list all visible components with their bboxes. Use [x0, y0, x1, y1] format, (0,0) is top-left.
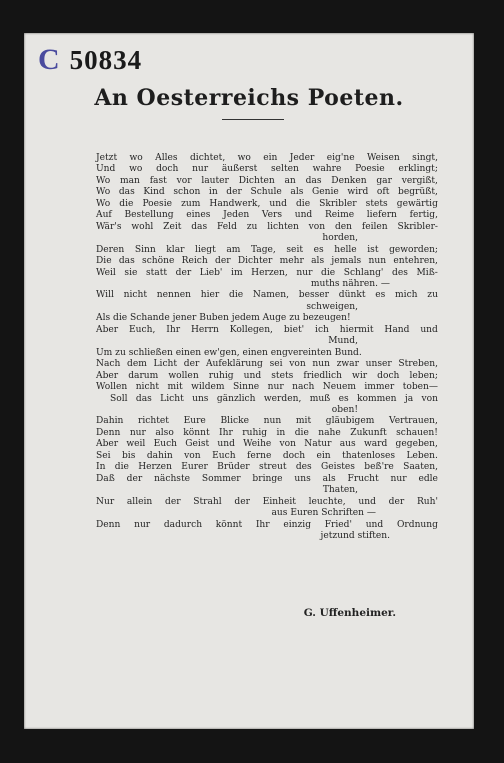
- poem-line: horden,: [322, 233, 358, 244]
- poem-line: Sei bis dahin von Euch ferne doch ein thatenloses Leben.: [96, 450, 438, 461]
- poem-line: Die das schöne Reich der Dichter mehr als jemals nun entehren,: [96, 256, 438, 267]
- poem-line: Wär's wohl Zeit das Feld zu lichten von den feilen Skribler-: [96, 221, 438, 232]
- poem-line: Als die Schande jener Buben jedem Auge zu bezeugen!: [96, 313, 351, 324]
- poem-line: oben!: [331, 404, 358, 415]
- poem-line: Wo man fast vor lauter Dichten an das Denken gar vergißt,: [96, 175, 438, 186]
- poem-line: Weil sie statt der Lieb' im Herzen, nur die Schlang' des Miß-: [96, 267, 438, 278]
- poem-line: Mund,: [328, 336, 358, 347]
- poem-line: schweigen,: [306, 301, 358, 312]
- poem-line: Thaten,: [322, 485, 358, 496]
- poem-line: Wo das Kind schon in der Schule als Genie wird oft begrüßt,: [96, 187, 438, 198]
- title-divider: [222, 119, 284, 120]
- archive-stamp: [38, 43, 142, 77]
- poem-line: Wo die Poesie zum Handwerk, und die Skribler stets gewärtig: [96, 198, 438, 209]
- poem-line: Denn nur also könnt Ihr ruhig in die nahe Zukunft schauen!: [96, 427, 438, 438]
- document-sheet: [24, 33, 474, 729]
- poem-line: muths nähren. —: [310, 278, 390, 289]
- stamp-number: 50834: [69, 45, 143, 75]
- poem-line: jetzund stiften.: [320, 530, 390, 541]
- stamp-letter: C: [38, 43, 60, 76]
- poem-line: Denn nur dadurch könnt Ihr einzig Fried' und Ordnung: [96, 519, 438, 530]
- poem-line: Aber darum wollen ruhig und stets friedlich wir doch leben;: [96, 370, 438, 381]
- poem-line: Dahin richtet Eure Blicke nun mit gläubigem Vertrauen,: [96, 416, 438, 427]
- poem-line: Wollen nicht mit wildem Sinne nur nach Neuem immer toben—: [96, 382, 438, 393]
- poem-line: Und wo doch nur äußerst selten wahre Poesie erklingt;: [96, 164, 438, 175]
- poem-line: Auf Bestellung eines Jeden Vers und Reime liefern fertig,: [96, 210, 438, 221]
- poem-line: Aber Euch, Ihr Herrn Kollegen, biet' ich hiermit Hand und: [96, 324, 438, 335]
- poem-line: Um zu schließen einen ew'gen, einen engvereinten Bund.: [96, 347, 362, 358]
- poem-line: Jetzt wo Alles dichtet, wo ein Jeder eig'ne Weisen singt,: [96, 153, 438, 163]
- poem-line: Soll das Licht uns gänzlich werden, muß es kommen ja von: [110, 393, 438, 404]
- poem-line: Deren Sinn klar liegt am Tage, seit es helle ist geworden;: [96, 244, 438, 255]
- poem-body: [96, 153, 438, 542]
- poem-line: Nach dem Licht der Aufeklärung sei von nun zwar unser Streben,: [96, 359, 438, 370]
- poem-line: In die Herzen Eurer Brüder streut des Geistes beß're Saaten,: [96, 462, 438, 473]
- document-title: An Oesterreichs Poeten.: [94, 85, 404, 111]
- poem-line: Daß der nächste Sommer bringe uns als Frucht nur edle: [96, 473, 438, 484]
- poem-line: aus Euren Schriften —: [271, 508, 376, 519]
- poem-line: Will nicht nennen hier die Namen, besser dünkt es mich zu: [96, 290, 438, 301]
- author-signature: G. Uffenheimer.: [303, 607, 396, 619]
- poem-line: Nur allein der Strahl der Einheit leuchte, und der Ruh': [96, 496, 438, 507]
- poem-line: Aber weil Euch Geist und Weihe von Natur aus ward gegeben,: [96, 439, 438, 450]
